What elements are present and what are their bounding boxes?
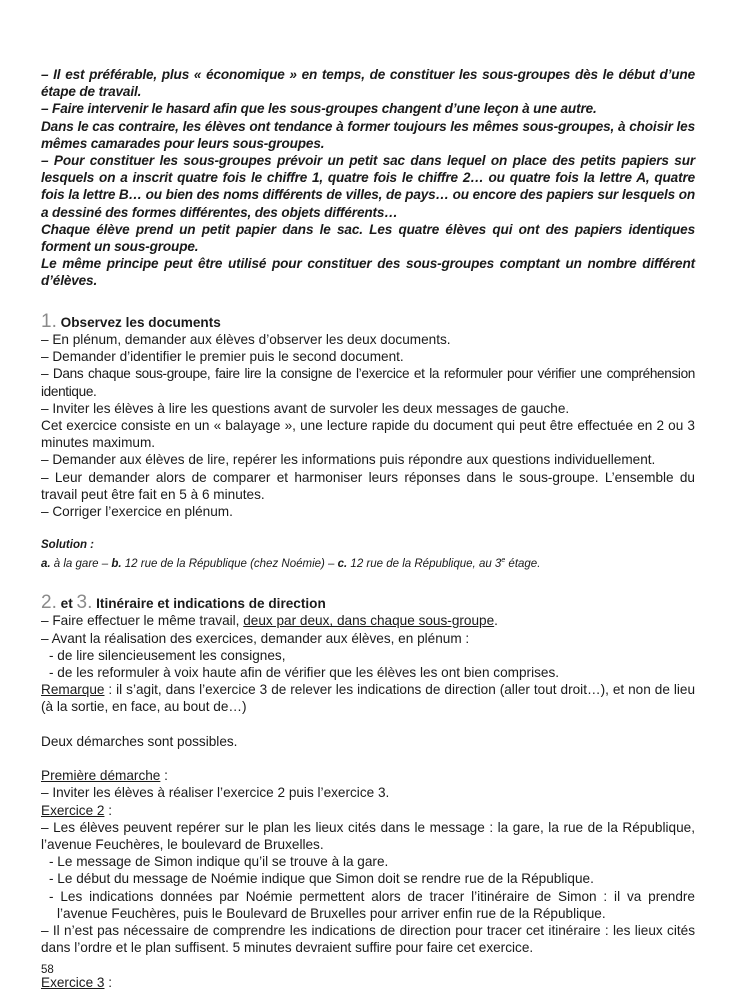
answer-text: 12 rue de la République, au 3 <box>347 558 502 571</box>
solution-label: Solution : <box>41 539 95 552</box>
intro-paragraph: Dans le cas contraire, les élèves ont tendance à former toujours les mêmes sous-groupes, à choisir les mêmes camarades pour leurs sous-groupes. <box>41 118 695 151</box>
ordinal-suffix: e <box>501 557 506 565</box>
instruction-line: – Avant la réalisation des exercices, demander aux élèves, en plénum : <box>41 630 470 646</box>
section-joiner: et <box>56 596 77 612</box>
section-title: Observez les documents <box>60 314 221 330</box>
intro-paragraph: – Faire intervenir le hasard afin que les sous-groupes changent d’une leçon à une autre. <box>41 101 597 117</box>
section-1 <box>41 310 695 572</box>
intro-paragraph: – Pour constituer les sous-groupes prévoir un petit sac dans lequel on place des petits papiers sur lesquels on a inscrit quatre fois le chiffre 1, quatre fois le chiffre 2… ou quatre fois la lettre A, quatre fois la lettre B… ou bien des noms différents de villes, de pays… ou encore des papiers sur lesquels on a dessiné des formes différentes, des objets différents… <box>41 153 695 220</box>
colon: : <box>104 802 113 818</box>
answer-key: c. <box>337 558 348 571</box>
instruction-line <box>41 612 695 629</box>
spacer <box>41 750 695 767</box>
text: – Faire effectuer le même travail, <box>41 613 244 629</box>
instruction-line: – Il n’est pas nécessaire de comprendre les indications de direction pour tracer cet itinéraire : les lieux cités dans l’ordre et le plan suffisent. 5 minutes devraient suffire pour faire cet exercice. <box>41 922 695 956</box>
colon: : <box>160 768 168 784</box>
instruction-line: Cet exercice consiste en un « balayage », une lecture rapide du document qui peut être effectuée en 2 ou 3 minutes maximum. <box>41 418 695 451</box>
intro-paragraph: Chaque élève prend un petit papier dans le sac. Les quatre élèves qui ont des papiers identiques forment un sous-groupe. <box>41 221 695 255</box>
instruction-line: – Demander aux élèves de lire, repérer les informations puis répondre aux questions individuellement. <box>41 452 656 468</box>
exercise-label: Exercice 3 <box>41 974 105 990</box>
instruction-line: – Inviter les élèves à lire les questions avant de survoler les deux messages de gauche. <box>41 400 570 416</box>
sub-instruction: - Les indications données par Noémie permettent alors de tracer l’itinéraire de Simon : il va prendre l’avenue Feuchères, puis le Boulevard de Bruxelles pour arriver enfin rue de la République. <box>49 888 695 921</box>
colon: : <box>104 974 113 990</box>
section-heading <box>41 310 695 332</box>
instruction-line: – En plénum, demander aux élèves d’observer les deux documents. <box>41 332 451 348</box>
sub-instruction: - Le début du message de Noémie indique que Simon doit se rendre rue de la République. <box>49 871 594 887</box>
document-page <box>41 66 695 991</box>
instruction-line: – Demander d’identifier le premier puis le second document. <box>41 349 404 365</box>
answer-text: étage. <box>505 558 541 571</box>
answer-key: a. <box>41 558 51 571</box>
spacer <box>41 956 695 973</box>
intro-block <box>41 66 695 290</box>
instruction-line: – Leur demander alors de comparer et harmoniser leurs réponses dans le sous-groupe. L’ensemble du travail peut être fait en 5 à 6 minutes. <box>41 469 695 502</box>
section-2-3 <box>41 594 695 991</box>
remark-text: : il s’agit, dans l’exercice 3 de relever les indications de direction (aller tout droit…), et non de lieu (à la sortie, en face, au bout de…) <box>41 682 695 715</box>
spacer <box>41 290 695 307</box>
intro-paragraph: – Il est préférable, plus « économique » en temps, de constituer les sous-groupes dès le début d’une étape de travail. <box>41 67 695 100</box>
instruction-line: – Dans chaque sous-groupe, faire lire la consigne de l’exercice et la reformuler pour vérifier une compréhension identique. <box>41 366 695 399</box>
section-title: Itinéraire et indications de direction <box>96 596 326 612</box>
section-number: 2. <box>41 592 57 614</box>
answer-text: 12 rue de la République (chez Noémie) – <box>121 558 338 571</box>
subheading <box>41 974 695 991</box>
page-number: 58 <box>41 964 54 976</box>
section-heading <box>41 594 695 612</box>
section-number: 1. <box>41 310 57 332</box>
spacer <box>41 716 695 733</box>
subheading <box>41 802 695 819</box>
exercise-label: Exercice 2 <box>41 802 105 818</box>
subheading <box>41 767 695 784</box>
sub-instruction: - Le message de Simon indique qu’il se trouve à la gare. <box>49 854 389 870</box>
section-number: 3. <box>76 592 93 614</box>
answer-text: à la gare – <box>50 558 112 571</box>
sub-instruction: - de lire silencieusement les consignes, <box>49 647 286 663</box>
paragraph: Deux démarches sont possibles. <box>41 733 238 749</box>
remark-label: Remarque <box>41 682 105 698</box>
underlined-text: deux par deux, dans chaque sous-groupe <box>243 613 495 629</box>
subheading-label: Première démarche <box>41 768 161 784</box>
instruction-line: – Corriger l’exercice en plénum. <box>41 504 233 520</box>
remark <box>41 681 695 715</box>
solution-text <box>41 553 695 572</box>
instruction-line: – Inviter les élèves à réaliser l’exercice 2 puis l’exercice 3. <box>41 785 390 801</box>
text: . <box>494 613 498 629</box>
sub-instruction: - de les reformuler à voix haute afin de vérifier que les élèves les ont bien comprises. <box>49 664 560 680</box>
instruction-line: – Les élèves peuvent repérer sur le plan les lieux cités dans le message : la gare, la rue de la République, l’avenue Feuchères, le boulevard de Bruxelles. <box>41 819 695 852</box>
intro-paragraph: Le même principe peut être utilisé pour constituer des sous-groupes comptant un nombre différent d’élèves. <box>41 256 695 289</box>
answer-key: b. <box>111 558 122 571</box>
